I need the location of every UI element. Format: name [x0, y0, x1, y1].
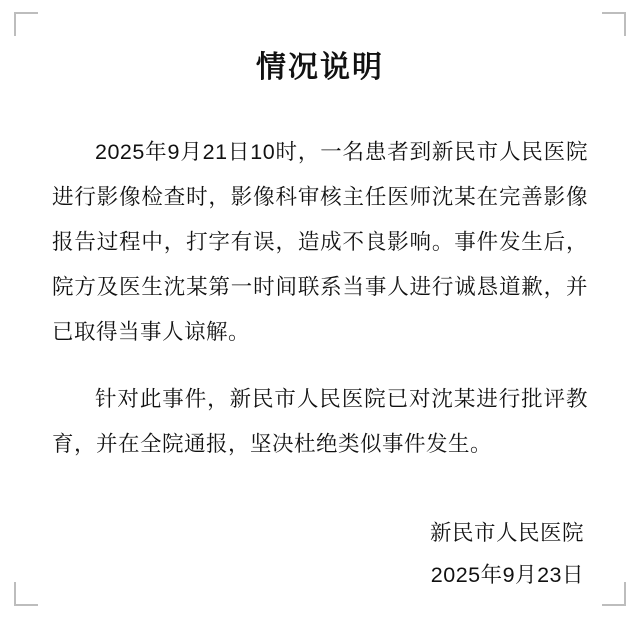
paragraph-2: 针对此事件，新民市人民医院已对沈某进行批评教育，并在全院通报，坚决杜绝类似事件发生。: [52, 387, 588, 456]
crop-mark-bottom-right-icon: [602, 582, 626, 606]
crop-mark-bottom-left-icon: [14, 582, 38, 606]
paragraph-1: 2025年9月21日10时，一名患者到新民市人民医院进行影像检查时，影像科审核主任医师沈某在完善影像报告过程中，打字有误，造成不良影响。事件发生后，院方及医生沈某第一时间联系当事人进行诚恳道歉，并已取得当事人谅解。: [52, 140, 588, 344]
page-title: 情况说明: [256, 51, 384, 84]
document-body: [52, 130, 588, 467]
signature-date: 2025年9月23日: [430, 563, 584, 587]
crop-mark-top-left-icon: [14, 12, 38, 36]
signature-organization: 新民市人民医院: [429, 521, 584, 545]
signature-block: [430, 512, 584, 596]
crop-mark-top-right-icon: [602, 12, 626, 36]
